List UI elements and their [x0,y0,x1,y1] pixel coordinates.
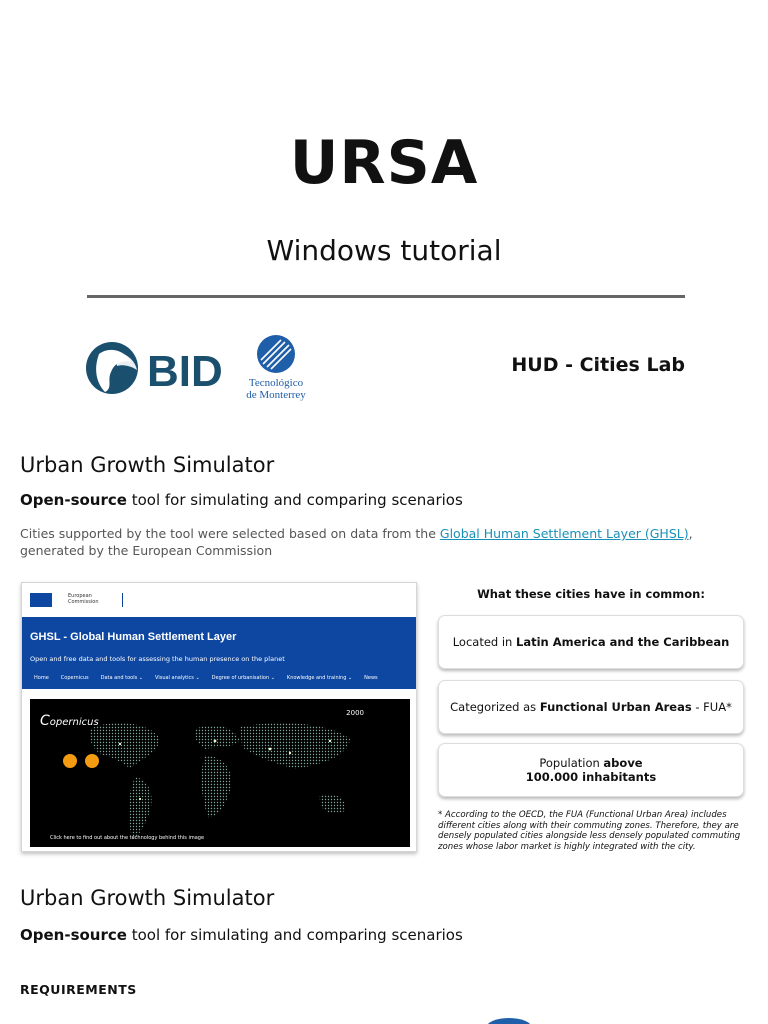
partial-logo-icon [486,1018,532,1024]
document-title: URSA [289,128,479,198]
copernicus-brand: Copernicus [40,713,99,729]
tec-line-2: de Monterrey [246,389,306,401]
ec-label-2: Commission [68,599,99,605]
tec-line-1: Tecnológico [248,377,304,389]
nav-data-tools: Data and tools ⌄ [100,675,144,681]
card-population [438,743,744,797]
bid-wordmark: BID [147,347,223,396]
nav-copernicus: Copernicus [60,675,89,681]
document-subtitle: Windows tutorial [266,234,502,267]
source-note [20,525,720,559]
card1-bold: Latin America and the Caribbean [516,635,730,649]
note-after: , generated by the European Commission [20,526,693,558]
logo-row [85,334,685,404]
lead-rest-1: tool for simulating and comparing scenarios [126,491,463,509]
card2-pre: Categorized as [450,700,540,714]
lead-rest-2: tool for simulating and comparing scenarios [126,926,463,944]
common-heading: What these cities have in common: [477,587,705,601]
copernicus-wordmark: opernicus [49,717,99,728]
nav-visual-analytics: Visual analytics ⌄ [155,675,200,681]
nav-knowledge: Knowledge and training ⌄ [286,675,353,681]
eu-flag-icon [30,593,52,607]
ghsl-subtitle: Open and free data and tools for assessing the human presence on the planet [30,655,285,663]
ec-label [68,593,108,605]
tec-monterrey-logo [241,334,311,404]
nav-home: Home [34,675,49,681]
map-year: 2000 [346,709,364,717]
ghsl-banner [22,617,417,689]
section-heading-2: Urban Growth Simulator [20,886,275,910]
card3-bold-1: above [603,756,643,770]
card2-post: - FUA* [691,700,732,714]
card1-pre: Located in [452,635,516,649]
section-lead-1 [20,491,463,509]
world-map-image [30,699,410,847]
bid-logo [85,340,225,396]
ec-divider [122,593,123,607]
ghsl-nav [34,675,378,681]
ghsl-screenshot [21,582,417,852]
ec-header [22,583,416,617]
fua-footnote: * According to the OECD, the FUA (Functional Urban Area) includes different cities along with their commuting zones. Therefore, they are densely populated cities alongside less densely populated commuting zones whose labor market is highly integrated with the city. [438,810,741,852]
lead-bold-1: Open-source [20,491,127,509]
card2-bold: Functional Urban Areas [539,700,692,714]
ghsl-link[interactable]: Global Human Settlement Layer (GHSL) [439,526,689,541]
card-fua [438,680,744,734]
nav-degree-urbanisation: Degree of urbanisation ⌄ [211,675,275,681]
lead-bold-2: Open-source [20,926,127,944]
card-location [438,615,744,669]
divider-rule [87,295,685,298]
partner-label: HUD - Cities Lab [511,354,685,376]
section-heading-1: Urban Growth Simulator [20,453,275,477]
note-before: Cities supported by the tool were selected based on data from the [20,526,440,541]
section-lead-2 [20,926,463,944]
ghsl-title: GHSL - Global Human Settlement Layer [30,631,237,643]
requirements-heading: REQUIREMENTS [20,982,137,997]
ec-label-1: European [68,593,92,599]
nav-news: News [364,675,378,681]
map-caption: Click here to find out about the technology behind this image [50,835,205,841]
card3-pre: Population [539,756,604,770]
card3-bold-2: 100.000 inhabitants [525,770,657,784]
